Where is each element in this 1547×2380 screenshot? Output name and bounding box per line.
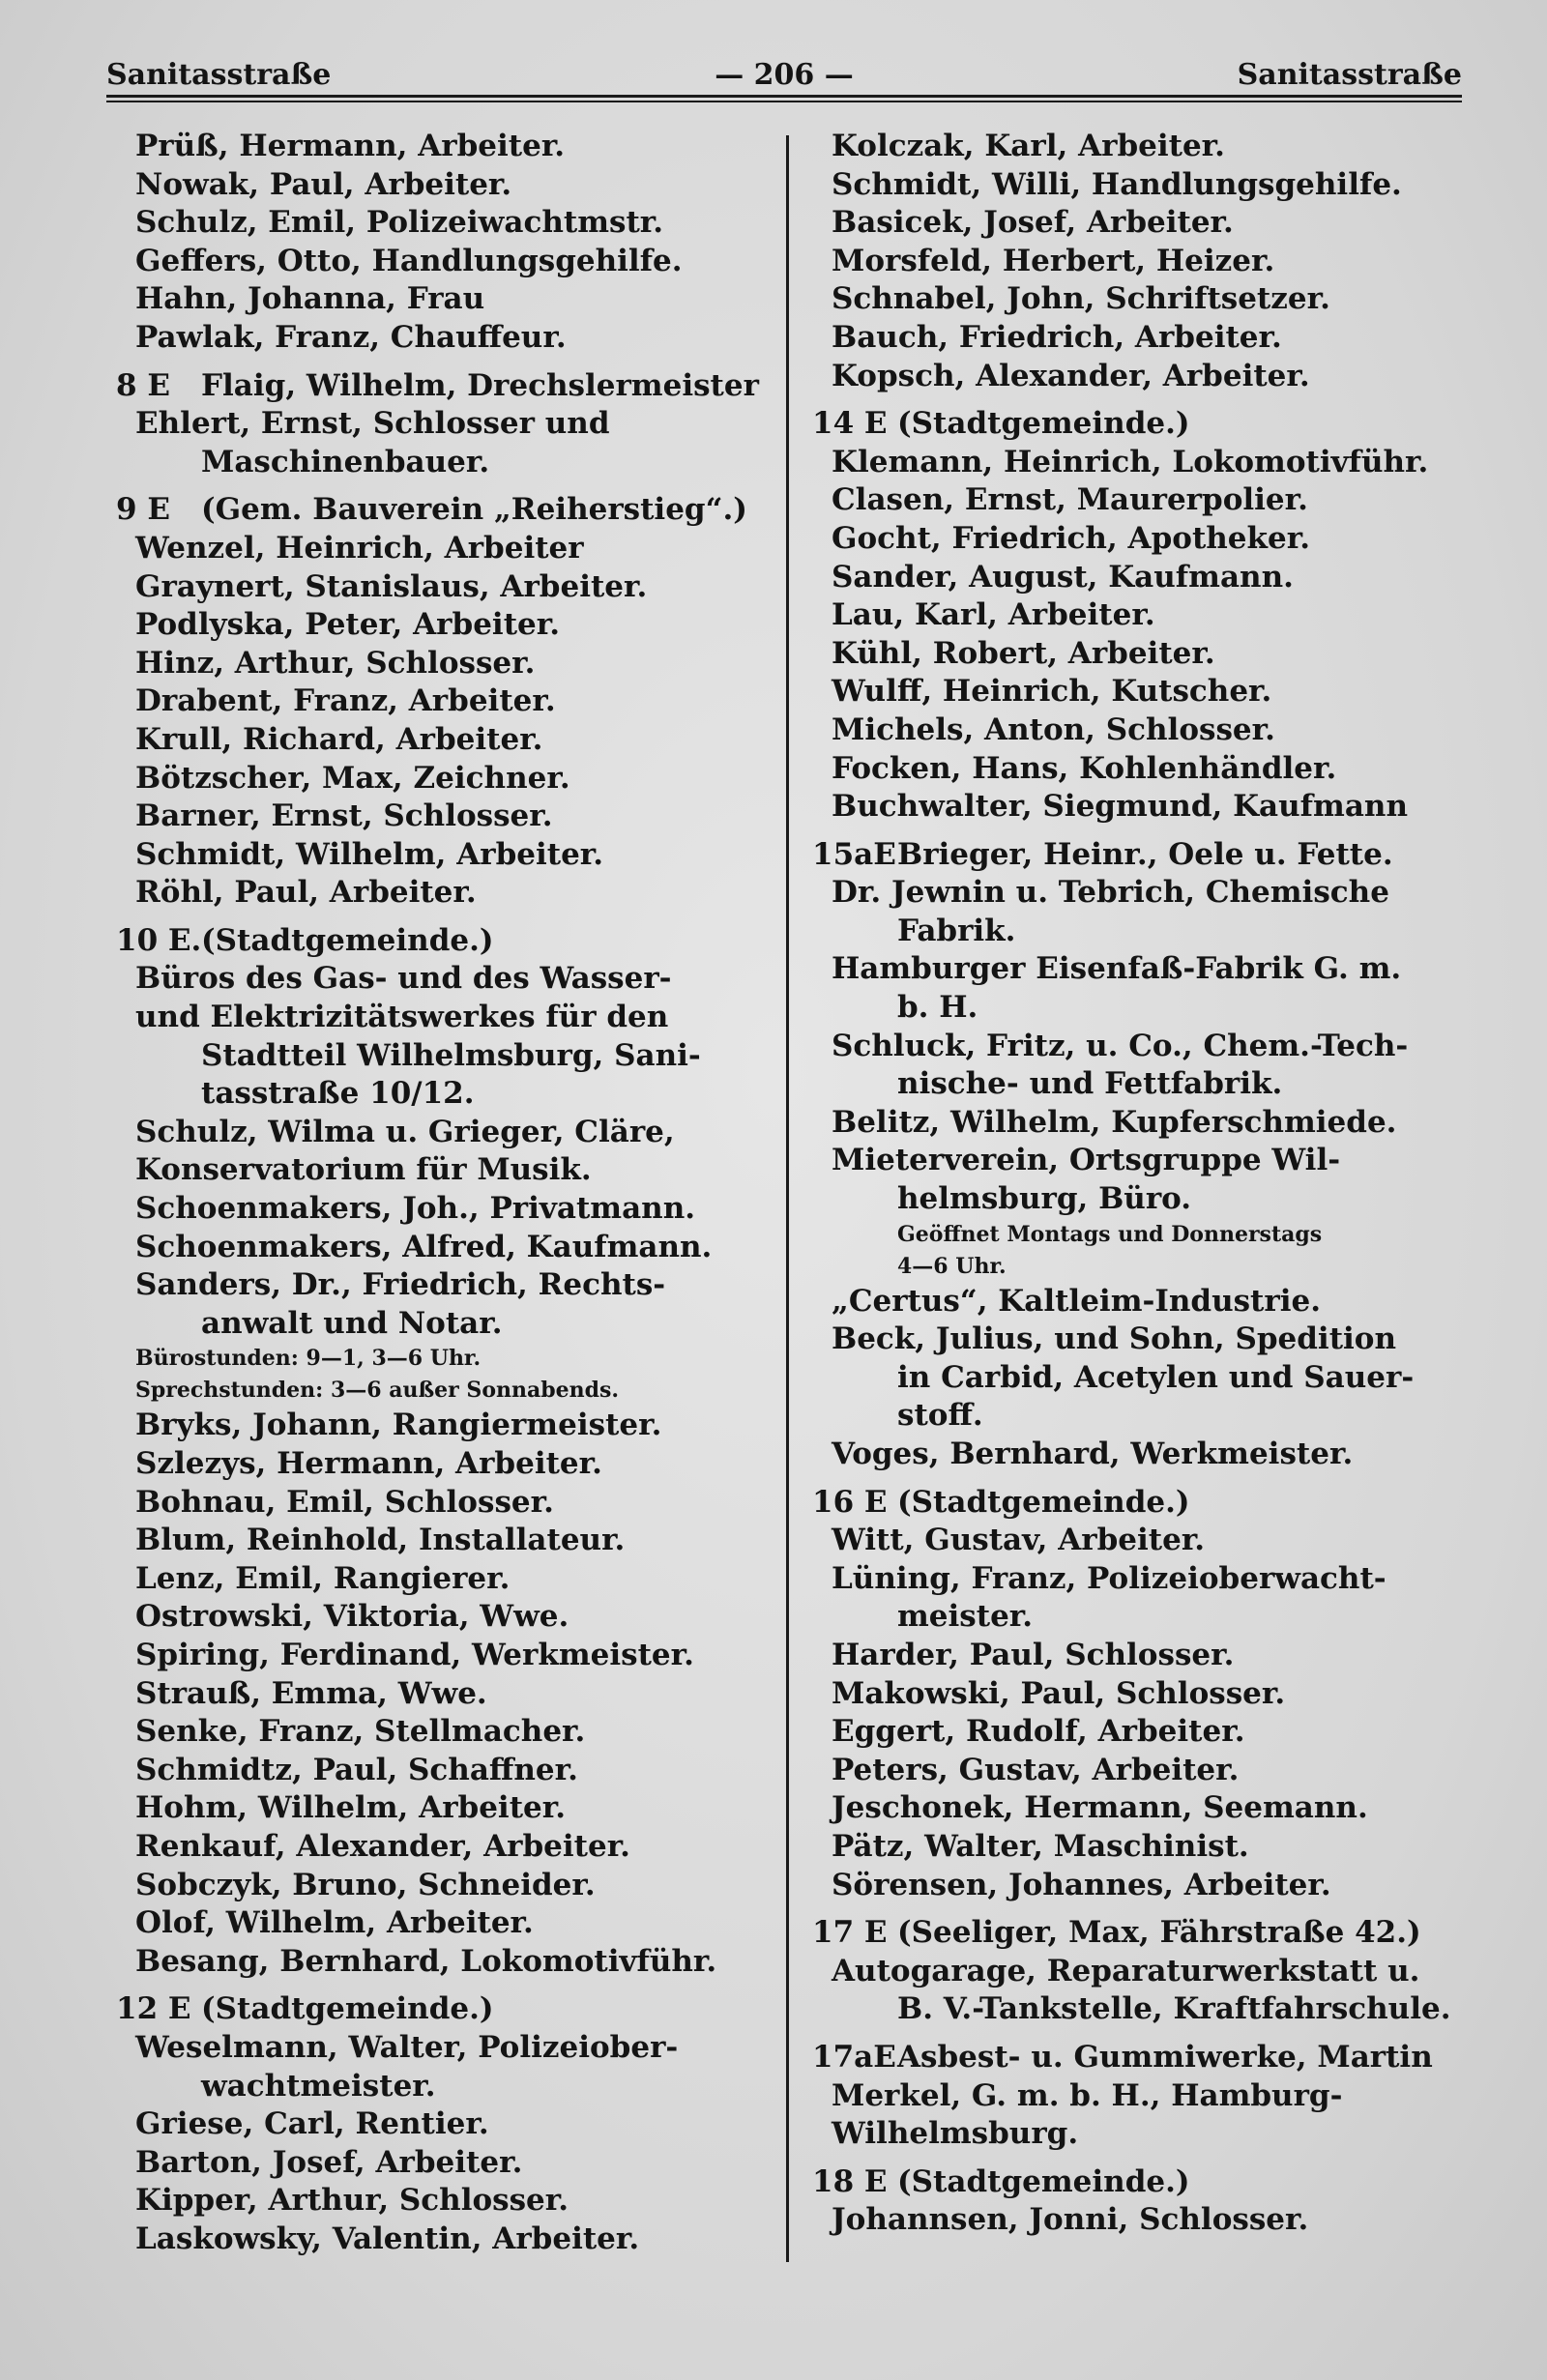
directory-entry: Geöffnet Montags und Donnerstags [897, 1221, 1323, 1247]
directory-entry: „Certus“, Kaltleim-Industrie. [832, 1283, 1322, 1319]
house-number-entry [116, 367, 777, 406]
directory-entry: Gocht, Friedrich, Apotheker. [832, 520, 1311, 556]
directory-entry: Mieterverein, Ortsgruppe Wil- [832, 1143, 1341, 1178]
directory-entry: Makowski, Paul, Schlosser. [832, 1675, 1286, 1711]
directory-entry: Schmidtz, Paul, Schaffner. [135, 1752, 578, 1787]
directory-entry: Kipper, Arthur, Schlosser. [135, 2183, 569, 2219]
directory-entry: Konservatorium für Musik. [135, 1152, 592, 1188]
house-number-entry [116, 1990, 777, 2029]
directory-entry: Michels, Anton, Schlosser. [832, 711, 1275, 747]
directory-entry: Lau, Karl, Arbeiter. [832, 597, 1155, 633]
entry-text: Asbest- u. Gummiwerke, Martin [897, 2039, 1433, 2075]
directory-entry: Bötzscher, Max, Zeichner. [135, 760, 570, 796]
directory-entry: Wulff, Heinrich, Kutscher. [832, 674, 1272, 710]
directory-entry: Dr. Jewnin u. Tebrich, Chemische [832, 875, 1389, 911]
directory-entry: Griese, Carl, Rentier. [135, 2106, 489, 2142]
directory-entry: Bohnau, Emil, Schlosser. [135, 1484, 554, 1520]
house-number-entry [812, 2039, 1470, 2077]
directory-entry: nische- und Fettfabrik. [897, 1066, 1283, 1102]
directory-entry: Johannsen, Jonni, Schlosser. [832, 2202, 1309, 2238]
directory-entry: Sprechstunden: 3—6 außer Sonnabends. [135, 1378, 620, 1404]
house-number: 18 E [812, 2163, 888, 2199]
directory-entry: Schoenmakers, Joh., Privatmann. [135, 1191, 696, 1227]
directory-entry: anwalt und Notar. [201, 1305, 503, 1341]
directory-entry: Spiring, Ferdinand, Werkmeister. [135, 1637, 694, 1672]
directory-entry: Schulz, Emil, Polizeiwachtmstr. [135, 205, 664, 241]
header-rule [106, 95, 1462, 98]
directory-entry: Laskowsky, Valentin, Arbeiter. [135, 2220, 640, 2256]
entry-text: (Stadtgemeinde.) [201, 922, 494, 958]
house-number-entry [812, 1484, 1470, 1523]
directory-entry: Clasen, Ernst, Maurerpolier. [832, 482, 1308, 518]
directory-entry: Stadtteil Wilhelmsburg, Sani- [201, 1037, 701, 1073]
directory-entry: Prüß, Hermann, Arbeiter. [135, 129, 566, 163]
page-header [106, 50, 1462, 99]
entry-text: (Seeliger, Max, Fährstraße 42.) [897, 1915, 1421, 1951]
directory-entry: Bauch, Friedrich, Arbeiter. [832, 319, 1282, 355]
house-number-entry [116, 922, 777, 961]
house-number: 17 E [812, 1915, 888, 1951]
directory-entry: Schnabel, John, Schriftsetzer. [832, 281, 1330, 317]
directory-entry: Voges, Bernhard, Werkmeister. [832, 1437, 1354, 1471]
directory-entry: Witt, Gustav, Arbeiter. [832, 1523, 1206, 1558]
directory-entry: Kopsch, Alexander, Arbeiter. [832, 358, 1310, 393]
page-number: — 206 — [715, 58, 854, 92]
directory-entry: Pätz, Walter, Maschinist. [832, 1828, 1249, 1864]
directory-entry: Lenz, Emil, Rangierer. [135, 1560, 511, 1596]
column-divider [786, 135, 789, 2262]
directory-entry: in Carbid, Acetylen und Sauer- [897, 1359, 1415, 1395]
directory-entry: Senke, Franz, Stellmacher. [135, 1714, 586, 1750]
entry-text: (Stadtgemeinde.) [897, 406, 1190, 442]
directory-entry: Focken, Hans, Kohlenhändler. [832, 750, 1337, 786]
directory-entry: Hinz, Arthur, Schlosser. [135, 645, 536, 681]
directory-entry: Bürostunden: 9—1, 3—6 Uhr. [135, 1346, 482, 1372]
directory-entry: b. H. [897, 990, 978, 1026]
directory-entry: Schmidt, Wilhelm, Arbeiter. [135, 836, 604, 872]
house-number-entry [812, 1914, 1470, 1953]
directory-entry: Röhl, Paul, Arbeiter. [135, 875, 477, 911]
directory-entry: Büros des Gas- und des Wasser- [135, 961, 672, 997]
directory-entry: Barton, Josef, Arbeiter. [135, 2144, 523, 2180]
directory-entry: Jeschonek, Hermann, Seemann. [832, 1790, 1368, 1826]
directory-entry: Sörensen, Johannes, Arbeiter. [832, 1867, 1331, 1902]
directory-entry: Ehlert, Ernst, Schlosser und [135, 406, 610, 442]
entry-text: (Stadtgemeinde.) [201, 1991, 494, 2027]
directory-entry: Sander, August, Kaufmann. [832, 559, 1294, 595]
left-column [116, 128, 777, 2258]
directory-entry: Graynert, Stanislaus, Arbeiter. [135, 568, 648, 604]
directory-entry: Renkauf, Alexander, Arbeiter. [135, 1828, 630, 1864]
directory-entry: Barner, Ernst, Schlosser. [135, 798, 553, 834]
directory-entry: Blum, Reinhold, Installateur. [135, 1523, 626, 1558]
header-street-right: Sanitasstraße [1237, 58, 1462, 92]
house-number-entry [812, 405, 1470, 444]
house-number: 8 E [116, 367, 170, 403]
header-street-left: Sanitasstraße [106, 58, 332, 92]
house-number: 16 E [812, 1484, 888, 1520]
directory-entry: Wilhelmsburg. [832, 2116, 1079, 2152]
directory-entry: helmsburg, Büro. [897, 1181, 1192, 1217]
house-number-entry [116, 491, 777, 530]
directory-entry: Nowak, Paul, Arbeiter. [135, 166, 512, 202]
house-number: 14 E [812, 406, 888, 442]
directory-entry: Basicek, Josef, Arbeiter. [832, 205, 1234, 241]
directory-entry: 4—6 Uhr. [897, 1253, 1007, 1279]
directory-entry: Hohm, Wilhelm, Arbeiter. [135, 1790, 567, 1826]
directory-entry: Kühl, Robert, Arbeiter. [832, 635, 1215, 671]
directory-entry: Wenzel, Heinrich, Arbeiter [135, 530, 584, 566]
directory-entry: meister. [897, 1599, 1034, 1635]
house-number: 15aE [812, 836, 896, 872]
directory-entry: Kolczak, Karl, Arbeiter. [832, 129, 1225, 163]
house-number: 10 E. [116, 922, 202, 958]
directory-entry: Fabrik. [897, 913, 1016, 948]
directory-entry: Morsfeld, Herbert, Heizer. [832, 243, 1275, 278]
directory-entry: Beck, Julius, und Sohn, Spedition [832, 1321, 1397, 1357]
entry-text: Brieger, Heinr., Oele u. Fette. [897, 836, 1393, 872]
header-rule-thin [106, 101, 1462, 102]
house-number: 9 E [116, 492, 170, 528]
directory-entry: Sanders, Dr., Friedrich, Rechts- [135, 1267, 666, 1303]
directory-entry: wachtmeister. [201, 2068, 436, 2104]
directory-entry: Schoenmakers, Alfred, Kaufmann. [135, 1229, 713, 1264]
directory-entry: tasstraße 10/12. [201, 1076, 475, 1112]
directory-entry: Peters, Gustav, Arbeiter. [832, 1752, 1240, 1787]
directory-entry: Klemann, Heinrich, Lokomotivführ. [832, 444, 1429, 479]
entry-text: (Gem. Bauverein „Reiherstieg“.) [201, 492, 747, 528]
directory-entry: Schmidt, Willi, Handlungsgehilfe. [832, 166, 1402, 202]
directory-entry: Drabent, Franz, Arbeiter. [135, 683, 556, 719]
directory-entry: Bryks, Johann, Rangiermeister. [135, 1408, 662, 1443]
house-number: 17aE [812, 2039, 896, 2075]
directory-entry: Autogarage, Reparaturwerkstatt u. [832, 1953, 1420, 1988]
house-number-entry [812, 836, 1470, 875]
directory-entry: Besang, Bernhard, Lokomotivführ. [135, 1943, 717, 1979]
directory-entry: stoff. [897, 1398, 983, 1434]
directory-entry: Weselmann, Walter, Polizeiober- [135, 2029, 679, 2065]
right-column [812, 128, 1470, 2240]
house-number-entry [812, 2163, 1470, 2202]
directory-entry: Hahn, Johanna, Frau [135, 281, 485, 317]
house-number: 12 E [116, 1991, 191, 2027]
directory-entry: Merkel, G. m. b. H., Hamburg- [832, 2077, 1343, 2113]
directory-entry: B. V.-Tankstelle, Kraftfahrschule. [897, 1991, 1451, 2027]
directory-entry: Geffers, Otto, Handlungsgehilfe. [135, 243, 683, 278]
directory-entry: Krull, Richard, Arbeiter. [135, 721, 543, 757]
directory-entry: Szlezys, Hermann, Arbeiter. [135, 1446, 602, 1481]
directory-entry: Podlyska, Peter, Arbeiter. [135, 607, 561, 643]
directory-entry: Belitz, Wilhelm, Kupferschmiede. [832, 1104, 1397, 1140]
entry-text: Flaig, Wilhelm, Drechslermeister [201, 367, 759, 403]
directory-entry: Strauß, Emma, Wwe. [135, 1675, 487, 1711]
directory-entry: Olof, Wilhelm, Arbeiter. [135, 1905, 534, 1941]
directory-entry: Buchwalter, Siegmund, Kaufmann [832, 789, 1408, 825]
directory-entry: Lüning, Franz, Polizeioberwacht- [832, 1560, 1386, 1596]
directory-entry: Pawlak, Franz, Chauffeur. [135, 319, 567, 355]
entry-text: (Stadtgemeinde.) [897, 1484, 1190, 1520]
directory-entry: Ostrowski, Viktoria, Wwe. [135, 1599, 569, 1635]
directory-entry: Sobczyk, Bruno, Schneider. [135, 1867, 596, 1902]
entry-text: (Stadtgemeinde.) [897, 2163, 1190, 2199]
directory-entry: Eggert, Rudolf, Arbeiter. [832, 1714, 1245, 1750]
directory-entry: und Elektrizitätswerkes für den [135, 1000, 669, 1035]
directory-entry: Hamburger Eisenfaß-Fabrik G. m. [832, 951, 1402, 987]
directory-entry: Maschinenbauer. [201, 444, 490, 479]
directory-entry: Schulz, Wilma u. Grieger, Cläre, [135, 1114, 675, 1149]
directory-entry: Schluck, Fritz, u. Co., Chem.-Tech- [832, 1028, 1409, 1063]
directory-entry: Harder, Paul, Schlosser. [832, 1637, 1235, 1672]
